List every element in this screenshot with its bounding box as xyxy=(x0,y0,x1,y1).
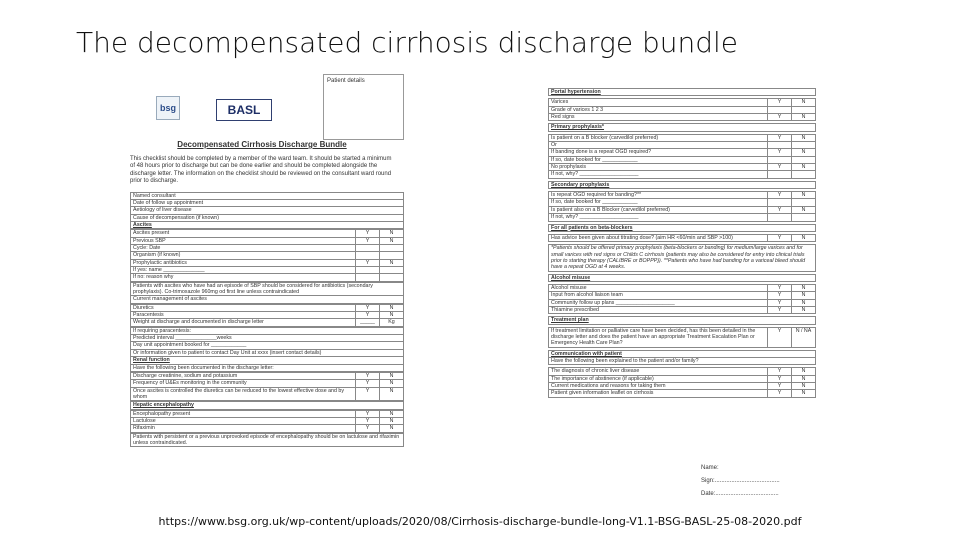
document-page-1 xyxy=(120,74,404,496)
yes-cell: _____ xyxy=(356,319,380,326)
table-row xyxy=(549,134,816,141)
sp-header-table xyxy=(548,181,816,189)
basl-logo: BASL xyxy=(216,99,272,121)
yes-cell xyxy=(356,267,380,274)
comm-header: Communication with patient xyxy=(549,350,816,357)
row-label: If not, why? ____________________ xyxy=(549,171,768,178)
yes-cell: Y xyxy=(356,410,380,417)
row-label: Lactulose xyxy=(131,417,356,424)
table-row xyxy=(549,368,816,375)
table-row xyxy=(131,417,404,424)
row-label: The diagnosis of chronic liver disease xyxy=(549,368,768,375)
table-row xyxy=(549,327,816,347)
table-row xyxy=(131,245,404,252)
table-row xyxy=(549,214,816,221)
row-label: Rifaximin xyxy=(131,425,356,432)
no-cell xyxy=(380,245,404,252)
no-cell: N xyxy=(792,383,816,390)
no-cell: N xyxy=(792,234,816,241)
table-row xyxy=(131,425,404,432)
yes-cell: Y xyxy=(768,375,792,382)
no-cell xyxy=(792,214,816,221)
table-row xyxy=(131,410,404,417)
table-row xyxy=(549,292,816,299)
yes-cell: Y xyxy=(356,380,380,387)
yes-cell: Y xyxy=(356,425,380,432)
yes-cell xyxy=(768,199,792,206)
row-label: Has advice been given about titrating dose? (aim HR <60/min and SBP >100) xyxy=(549,234,768,241)
table-row xyxy=(549,149,816,156)
no-cell: N xyxy=(792,164,816,171)
row-label: If so, date booked for ____________ xyxy=(549,156,768,163)
bsg-logo: bsg xyxy=(156,96,180,120)
he-header: Hepatic encephalopathy xyxy=(131,402,404,409)
paracentesis-row: Predicted interval ______________weeks xyxy=(131,335,404,342)
no-cell xyxy=(380,274,404,281)
table-row xyxy=(131,296,404,303)
admin-row: Cause of decompensation (if known) xyxy=(131,214,404,221)
no-cell: N xyxy=(792,306,816,313)
row-label: If no: reason why xyxy=(131,274,356,281)
no-cell: N xyxy=(380,230,404,237)
row-label: Once ascites is controlled the diuretics can be reduced to the lowest effective dose and by whom xyxy=(131,387,356,401)
yes-cell xyxy=(768,156,792,163)
signature-name: Name: xyxy=(701,465,719,471)
table-row xyxy=(131,199,404,206)
no-cell: N xyxy=(792,284,816,291)
yes-cell: Y xyxy=(768,149,792,156)
yes-cell: Y xyxy=(768,99,792,106)
row-label: Thiamine prescribed xyxy=(549,306,768,313)
row-label: If treatment limitation or palliative care have been decided, has this been detailed in the discharge letter and does the patient have an appropriate Treatment Escalation Plan or Emergency Health Care Plan? xyxy=(549,327,768,347)
portal-hypertension-table xyxy=(548,88,816,96)
yes-cell: Y xyxy=(768,192,792,199)
comm-intro: Have the following been explained to the patient and/or family? xyxy=(549,358,816,365)
table-row xyxy=(549,106,816,113)
patient-details-box: Patient details xyxy=(323,74,404,140)
yes-cell: Y xyxy=(356,417,380,424)
no-cell xyxy=(380,252,404,259)
yes-cell: Y xyxy=(768,114,792,121)
treatment-header-table xyxy=(548,316,816,324)
table-row xyxy=(549,390,816,397)
row-label: Or xyxy=(549,142,768,149)
row-label: The importance of abstinence (if applicable) xyxy=(549,375,768,382)
intro-text: This checklist should be completed by a member of the ward team. It should be started a minimum of 48 hours prior to discharge but can be done earlier and should be completed alongside the discharge letter. The information on the checklist should be reviewed on the consultant ward round prior to discharge. xyxy=(130,155,392,185)
ascites-table xyxy=(130,229,404,281)
no-cell xyxy=(792,156,816,163)
admin-row: Named consultant xyxy=(131,192,404,199)
pp-header: Primary prophylaxis* xyxy=(549,124,816,131)
no-cell xyxy=(380,267,404,274)
yes-cell: Y xyxy=(356,304,380,311)
yes-cell: Y xyxy=(768,206,792,213)
row-label: Weight at discharge and documented in discharge letter xyxy=(131,319,356,326)
no-cell: N xyxy=(380,237,404,244)
table-row xyxy=(131,304,404,311)
no-cell: N xyxy=(792,375,816,382)
row-label: Paracentesis xyxy=(131,312,356,319)
table-row xyxy=(131,192,404,199)
document-header xyxy=(120,74,404,142)
table-row xyxy=(131,342,404,349)
table-row xyxy=(549,299,816,306)
pp-rows-table xyxy=(548,134,816,179)
paracentesis-row: Day unit appointment booked for ____________ xyxy=(131,342,404,349)
yes-cell xyxy=(768,214,792,221)
no-cell: N / NA xyxy=(792,327,816,347)
yes-cell xyxy=(768,142,792,149)
yes-cell: Y xyxy=(768,383,792,390)
sp-rows-table xyxy=(548,191,816,221)
row-label: Red signs xyxy=(549,114,768,121)
row-label: Ascites present xyxy=(131,230,356,237)
row-label: If not, why? ____________________ xyxy=(549,214,768,221)
section-header xyxy=(549,124,816,131)
no-cell: N xyxy=(380,387,404,401)
yes-cell: Y xyxy=(356,259,380,266)
table-row xyxy=(131,214,404,221)
sp-header: Secondary prophylaxis xyxy=(549,181,816,188)
table-row xyxy=(131,372,404,379)
table-row xyxy=(131,380,404,387)
row-label: If banding done is a repeat OGD required? xyxy=(549,149,768,156)
ascites-note: Patients with ascites who have had an episode of SBP should be considered for antibiotics (secondary prophylaxis). Co-trimoxazole 960mg od first line unless contraindicated xyxy=(131,282,404,296)
yes-cell: Y xyxy=(768,134,792,141)
row-label: Input from alcohol liaison team xyxy=(549,292,768,299)
yes-cell xyxy=(768,106,792,113)
table-row xyxy=(549,114,816,121)
no-cell: N xyxy=(792,134,816,141)
table-row xyxy=(131,319,404,326)
yes-cell: Y xyxy=(356,230,380,237)
no-cell: N xyxy=(380,410,404,417)
paracentesis-table xyxy=(130,327,404,372)
table-row xyxy=(131,267,404,274)
no-cell: N xyxy=(792,368,816,375)
row-label: Is patient also on a B Blocker (carvedilol preferred) xyxy=(549,206,768,213)
management-table xyxy=(130,304,404,327)
no-cell: N xyxy=(380,425,404,432)
table-row xyxy=(549,383,816,390)
no-cell: N xyxy=(380,372,404,379)
row-label: Encephalopathy present xyxy=(131,410,356,417)
alcohol-rows-table xyxy=(548,284,816,314)
section-header xyxy=(131,402,404,409)
row-label: Prophylactic antibiotics xyxy=(131,259,356,266)
table-row xyxy=(549,142,816,149)
row-label: Is patient on a B blocker (carvedilol preferred) xyxy=(549,134,768,141)
table-row xyxy=(549,306,816,313)
yes-cell: Y xyxy=(768,306,792,313)
no-cell: N xyxy=(380,312,404,319)
no-cell xyxy=(792,106,816,113)
no-cell: N xyxy=(792,292,816,299)
no-cell: N xyxy=(792,390,816,397)
table-row xyxy=(131,207,404,214)
no-cell: N xyxy=(380,380,404,387)
ascites-note-table xyxy=(130,282,404,304)
no-cell: Kg xyxy=(380,319,404,326)
yes-cell xyxy=(356,274,380,281)
row-label: Alcohol misuse xyxy=(549,284,768,291)
table-row xyxy=(131,230,404,237)
no-cell: N xyxy=(792,206,816,213)
no-cell: N xyxy=(380,259,404,266)
yes-cell: Y xyxy=(768,292,792,299)
table-row xyxy=(131,237,404,244)
yes-cell: Y xyxy=(356,312,380,319)
no-cell: N xyxy=(792,299,816,306)
row-label: Previous SBP xyxy=(131,237,356,244)
section-header xyxy=(549,274,816,281)
row-label: Frequency of U&Es monitoring in the community xyxy=(131,380,356,387)
source-url: https://www.bsg.org.uk/wp-content/uploads/2020/08/Cirrhosis-discharge-bundle-long-V1.1-BSG-BASL-25-08-2020.pdf xyxy=(158,515,802,528)
comm-rows-table xyxy=(548,367,816,397)
management-header: Current management of ascites xyxy=(131,296,404,303)
he-header-table xyxy=(130,401,404,409)
yes-cell: Y xyxy=(768,284,792,291)
table-row xyxy=(131,327,404,334)
section-header xyxy=(549,224,816,231)
table-row xyxy=(549,99,816,106)
paracentesis-row: If requiring paracentesis: xyxy=(131,327,404,334)
section-header xyxy=(549,317,816,324)
bb-header: For all patients on beta-blockers xyxy=(549,224,816,231)
no-cell xyxy=(792,199,816,206)
table-row xyxy=(549,171,816,178)
table-row xyxy=(131,259,404,266)
row-label: Cycle: Date xyxy=(131,245,356,252)
table-row xyxy=(549,234,816,241)
yes-cell: Y xyxy=(768,390,792,397)
no-cell: N xyxy=(380,417,404,424)
row-label: Organism (if known) xyxy=(131,252,356,259)
row-label: If so, date booked for ____________ xyxy=(549,199,768,206)
row-label: Diuretics xyxy=(131,304,356,311)
table-row xyxy=(549,192,816,199)
paracentesis-row: Or information given to patient to contact Day Unit at xxxx (insert contact details) xyxy=(131,349,404,356)
table-row xyxy=(131,274,404,281)
treatment-header: Treatment plan xyxy=(549,317,816,324)
table-row xyxy=(131,312,404,319)
table-row xyxy=(131,364,404,371)
admin-row: Aetiology of liver disease xyxy=(131,207,404,214)
yes-cell xyxy=(768,171,792,178)
yes-cell: Y xyxy=(768,234,792,241)
he-note: Patients with persistent or a previous unprovoked episode of encephalopathy should be on lactulose and rifaximin unless contraindicated. xyxy=(131,433,404,447)
section-header xyxy=(549,350,816,357)
no-cell xyxy=(792,171,816,178)
checklist-table-1 xyxy=(130,192,404,230)
signature-sign: Sign:....................................... xyxy=(701,478,780,484)
ph-note: *Patients should be offered primary prophylaxis (beta-blockers or banding) for medium/large varices and for small varices with red signs or Childs C cirrhosis (patients may also be considered for entry into clinical trials prior to starting therapy (CALIBRE or BOPPP)). **Patients who have had banding for a variceal bleed should have a repeat OGD at 4 weeks. xyxy=(549,245,816,271)
table-row xyxy=(549,245,816,271)
alcohol-header-table xyxy=(548,274,816,282)
ph-rows-table xyxy=(548,98,816,121)
yes-cell: Y xyxy=(768,327,792,347)
bb-header-table xyxy=(548,224,816,232)
no-cell: N xyxy=(792,99,816,106)
signature-block xyxy=(701,462,780,501)
admin-row: Date of follow up appointment xyxy=(131,199,404,206)
table-row xyxy=(131,282,404,296)
signature-date: Date:...................................... xyxy=(701,491,779,497)
he-table xyxy=(130,410,404,433)
table-row xyxy=(131,349,404,356)
pp-header-table xyxy=(548,123,816,131)
no-cell: N xyxy=(792,192,816,199)
row-label: Grade of varices 1 2 3 xyxy=(549,106,768,113)
no-cell: N xyxy=(792,114,816,121)
yes-cell: Y xyxy=(768,164,792,171)
table-row xyxy=(549,206,816,213)
slide-title: The decompensated cirrhosis discharge bundle xyxy=(76,26,739,59)
row-label: Community follow up plans ____________________ xyxy=(549,299,768,306)
row-label: Varices xyxy=(549,99,768,106)
yes-cell: Y xyxy=(768,299,792,306)
table-row xyxy=(549,199,816,206)
table-row xyxy=(131,387,404,401)
no-cell: N xyxy=(792,149,816,156)
table-row xyxy=(549,164,816,171)
yes-cell: Y xyxy=(356,237,380,244)
table-row xyxy=(549,358,816,365)
treatment-rows-table xyxy=(548,327,816,348)
yes-cell: Y xyxy=(356,372,380,379)
renal-intro: Have the following been documented in the discharge letter: xyxy=(131,364,404,371)
table-row xyxy=(549,375,816,382)
table-row xyxy=(549,284,816,291)
he-note-table xyxy=(130,433,404,448)
no-cell xyxy=(792,142,816,149)
table-row xyxy=(131,252,404,259)
renal-table xyxy=(130,372,404,401)
yes-cell: Y xyxy=(768,368,792,375)
ph-note-table xyxy=(548,244,816,271)
renal-header: Renal function xyxy=(131,357,404,364)
document-page-2 xyxy=(548,88,816,444)
section-header xyxy=(549,89,816,96)
yes-cell: Y xyxy=(356,387,380,401)
row-label: Patient given information leaflet on cirrhosis xyxy=(549,390,768,397)
row-label: If yes: name ______________ xyxy=(131,267,356,274)
ph-header: Portal hypertension xyxy=(549,89,816,96)
section-header xyxy=(549,181,816,188)
row-label: Is repeat OGD required for banding?** xyxy=(549,192,768,199)
ascites-header: Ascites xyxy=(131,221,404,228)
table-row xyxy=(131,335,404,342)
yes-cell xyxy=(356,252,380,259)
bb-rows-table xyxy=(548,234,816,242)
table-row xyxy=(131,433,404,447)
section-header xyxy=(131,357,404,364)
comm-header-table xyxy=(548,350,816,366)
row-label: No prophylaxis xyxy=(549,164,768,171)
no-cell: N xyxy=(380,304,404,311)
row-label: Current medications and reasons for taking them xyxy=(549,383,768,390)
alcohol-header: Alcohol misuse xyxy=(549,274,816,281)
table-row xyxy=(549,156,816,163)
yes-cell xyxy=(356,245,380,252)
row-label: Discharge creatinine, sodium and potassium xyxy=(131,372,356,379)
bundle-title: Decompensated Cirrhosis Discharge Bundle xyxy=(177,140,347,149)
section-header xyxy=(131,221,404,228)
